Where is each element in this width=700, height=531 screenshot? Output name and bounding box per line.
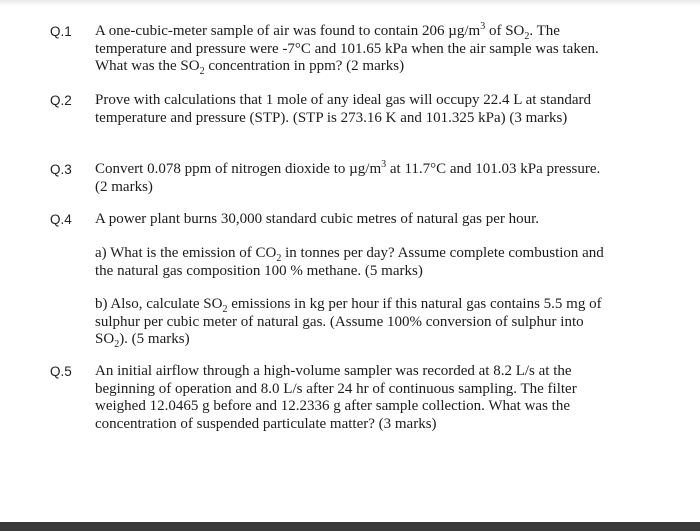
question-5-text: An initial airflow through a high-volume sampler was recorded at 8.2 L/s at the beginning of operation and 8.0 L/s after 24 hr of continuous sampling. The filter weighed 12.0465 g before and 12.2336 g after sample collection. What was the concentration of suspended particulate matter? (3 marks) (95, 363, 577, 432)
question-5-number: Q.5 (50, 364, 72, 379)
question-2-number: Q.2 (50, 93, 72, 108)
question-1-text: A one-cubic-meter sample of air was found to contain 206 $\mu g/m^3$ of $SO_2$. The temperature and pressure were -7°C and 101.65 kPa when the air sample was taken. What was the $SO_2$ concentration in ppm? (2 marks) (95, 21, 599, 77)
question-3-number: Q.3 (50, 162, 72, 177)
question-4-text: A power plant burns 30,000 standard cubic metres of natural gas per hour. (95, 211, 540, 227)
question-1-number: Q.1 (50, 24, 72, 39)
question-4-number: Q.4 (50, 212, 72, 227)
question-3-text: Convert 0.078 ppm of nitrogen dioxide to $\mu g/m^3$ at 11.7°C and 101.03 kPa pressure. (2 marks) (95, 159, 601, 195)
question-2-text: Prove with calculations that 1 mole of any ideal gas will occupy 22.4 L at standard temperature and pressure (STP). (STP is 273.16 K and 101.325 kPa) (3 marks) (95, 92, 591, 126)
question-4a-text: a) What is the emission of $CO_2$ in tonnes per day? Assume complete combustion and the natural gas composition 100 % methane. (5 marks) (95, 245, 604, 279)
bottom-dark-bar (0, 522, 700, 531)
question-4b-text: b) Also, calculate $SO_2$ emissions in kg per hour if this natural gas contains 5.5 mg of sulphur per cubic meter of natural gas. (Assume 100% conversion of sulphur into $SO_2$). (5 marks) (95, 296, 602, 350)
